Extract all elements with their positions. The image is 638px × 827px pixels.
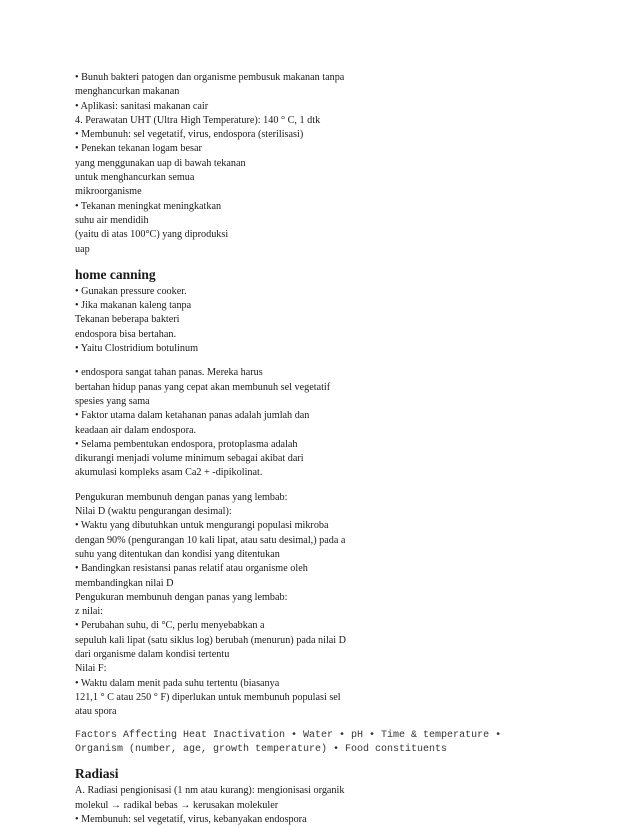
text-line: endospora bisa bertahan. [75, 328, 176, 340]
section-heading-radiasi: Radiasi [75, 766, 119, 782]
section-heading-home-canning: home canning [75, 266, 156, 282]
text-line: • Membunuh: sel vegetatif, virus, endospora (sterilisasi) [75, 129, 304, 141]
text-line: • Membunuh: sel vegetatif, virus, kebanyakan endospora [75, 814, 307, 826]
radiasi-section [75, 765, 595, 827]
text-line: molekul → radikal bebas → kerusakan molekuler [75, 799, 279, 811]
home-canning-section [75, 266, 595, 757]
factors-paragraph [75, 729, 595, 756]
monospace-line: Organism (number, age, growth temperature) • Food constituents [75, 743, 448, 755]
text-line: Pengukuran membunuh dengan panas yang lembab: [75, 591, 288, 603]
text-line: menghancurkan makanan [75, 86, 180, 98]
text-line: Nilai F: [75, 663, 107, 675]
endospora-paragraph [75, 366, 595, 480]
text-line: • Waktu dalam menit pada suhu tertentu (biasanya [75, 677, 280, 689]
text-line: • Penekan tekanan logam besar [75, 143, 202, 155]
text-line: • Aplikasi: sanitasi makanan cair [75, 100, 209, 112]
text-line: A. Radiasi pengionisasi (1 nm atau kurang): mengionisasi organik [75, 785, 345, 797]
text-line: • Gunakan pressure cooker. [75, 285, 187, 297]
text-line: (yaitu di atas 100°C) yang diproduksi [75, 229, 229, 241]
text-line: dengan 90% (pengurangan 10 kali lipat, atau satu desimal,) pada a [75, 534, 346, 546]
text-line: • Bunuh bakteri patogen dan organisme pembusuk makanan tanpa [75, 72, 345, 83]
monospace-line: Factors Affecting Heat Inactivation • Water • pH • Time & temperature • [75, 730, 502, 742]
text-line: Pengukuran membunuh dengan panas yang lembab: [75, 491, 288, 503]
text-line: • endospora sangat tahan panas. Mereka harus [75, 367, 263, 379]
text-line: • Waktu yang dibutuhkan untuk mengurangi populasi mikroba [75, 520, 329, 532]
document-page [75, 71, 595, 827]
text-line: dari organisme dalam kondisi tertentu [75, 648, 230, 660]
text-line: suhu yang ditentukan dan kondisi yang ditentukan [75, 548, 280, 560]
text-line: Tekanan beberapa bakteri [75, 314, 180, 326]
text-line: mikroorganisme [75, 186, 142, 198]
text-line: yang menggunakan uap di bawah tekanan [75, 157, 246, 169]
uht-section [75, 71, 595, 257]
text-line: • Tekanan meningkat meningkatkan [75, 200, 222, 212]
text-line: 121,1 ° C atau 250 ° F) diperlukan untuk membunuh populasi sel [75, 691, 341, 703]
text-line: membandingkan nilai D [75, 577, 174, 589]
text-line: z nilai: [75, 606, 104, 618]
text-line: • Perubahan suhu, di °C, perlu menyebabkan a [75, 620, 265, 632]
text-line: suhu air mendidih [75, 214, 149, 226]
measurement-paragraph [75, 491, 595, 720]
text-line: bertahan hidup panas yang cepat akan membunuh sel vegetatif [75, 381, 331, 393]
text-line: Nilai D (waktu pengurangan desimal): [75, 506, 232, 518]
text-line: akumulasi kompleks asam Ca2 + -dipikolinat. [75, 467, 263, 479]
text-line: spesies yang sama [75, 395, 150, 407]
text-line: • Jika makanan kaleng tanpa [75, 300, 192, 312]
text-line: keadaan air dalam endospora. [75, 424, 197, 436]
text-line: dikurangi menjadi volume minimum sebagai akibat dari [75, 453, 304, 465]
text-line: atau spora [75, 706, 117, 718]
text-line: 4. Perawatan UHT (Ultra High Temperature): 140 ° C, 1 dtk [75, 114, 321, 126]
text-line: • Bandingkan resistansi panas relatif atau organisme oleh [75, 563, 308, 575]
text-line: • Yaitu Clostridium botulinum [75, 343, 199, 355]
text-line: • Selama pembentukan endospora, protoplasma adalah [75, 438, 298, 450]
text-line: uap [75, 243, 90, 255]
text-line: untuk menghancurkan semua [75, 172, 195, 184]
text-line: sepuluh kali lipat (satu siklus log) berubah (menurun) pada nilai D [75, 634, 347, 646]
text-line: • Faktor utama dalam ketahanan panas adalah jumlah dan [75, 410, 310, 422]
